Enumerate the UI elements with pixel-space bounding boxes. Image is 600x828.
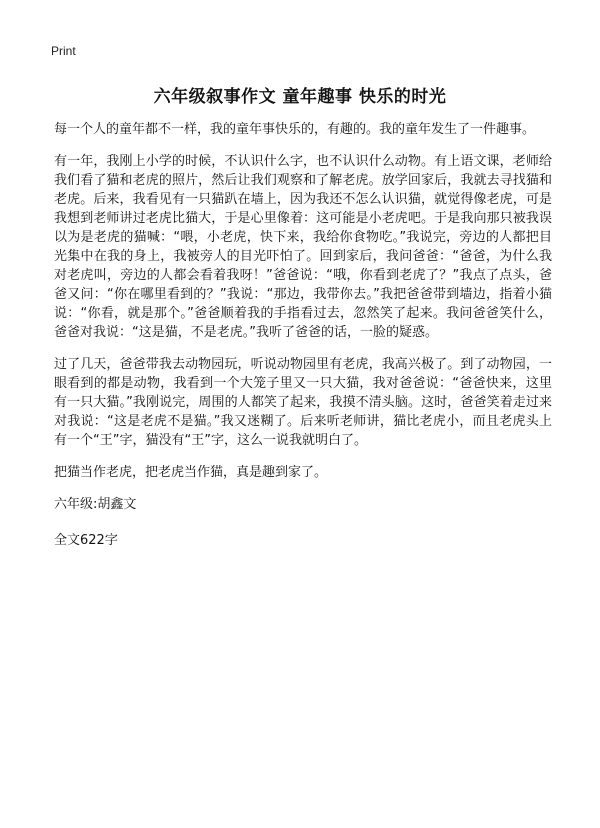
author-line: 六年级:胡鑫文: [54, 497, 137, 512]
page-title: 六年级叙事作文 童年趣事 快乐的时光: [153, 87, 447, 107]
article-body: [54, 120, 552, 550]
article-paragraph-3: 过了几天，爸爸带我去动物园玩，听说动物园里有老虎，我高兴极了。到了动物园，一眼看到的都是动物，我看到一个大笼子里又一只大猫，我对爸爸说：“爸爸快来，这里有一只大猫。”我刚说完，周围的人都笑了起来，我摸不清头脑。这时，爸爸笑着走过来对我说：“这是老虎不是猫。”我又迷糊了。后来听老师讲，猫比老虎小，而且老虎头上有一个“王”字，猫没有“王”字，这么一说我就明白了。: [54, 357, 552, 448]
print-link[interactable]: Print: [51, 44, 76, 58]
word-count: 全文622字: [54, 533, 118, 548]
article-paragraph-1: 每一个人的童年都不一样，我的童年事快乐的，有趣的。我的童年发生了一件趣事。: [54, 122, 536, 137]
article-paragraph-2: 有一年，我刚上小学的时候，不认识什么字，也不认识什么动物。有上语文课，老师给我们看了猫和老虎的照片，然后让我们观察和了解老虎。放学回家后，我就去寻找猫和老虎。后来，我看见有一只猫趴在墙上，因为我还不怎么认识猫，就觉得像老虎，可是我想到老师讲过老虎比猫大，于是心里像着：这可能是小老虎吧。于是我向那只被我误以为是老虎的猫喊：“喂，小老虎，快下来，我给你食物吃。”我说完，旁边的人都把目光集中在我的身上，我被旁人的目光吓怕了。回到家后，我问爸爸：“爸爸，为什么我对老虎叫，旁边的人都会看着我呀！”爸爸说：“哦，你看到老虎了？”我点了点头，爸爸又问：“你在哪里看到的？”我说：“那边，我带你去。”我把爸爸带到墙边，指着小猫说：“你看，就是那个。”爸爸顺着我的手指看过去，忽然笑了起来。我问爸爸笑什么，爸爸对我说：“这是猫，不是老虎。”我听了爸爸的话，一脸的疑惑。: [54, 154, 552, 340]
article-paragraph-4: 把猫当作老虎，把老虎当作猫，真是趣到家了。: [54, 465, 328, 480]
